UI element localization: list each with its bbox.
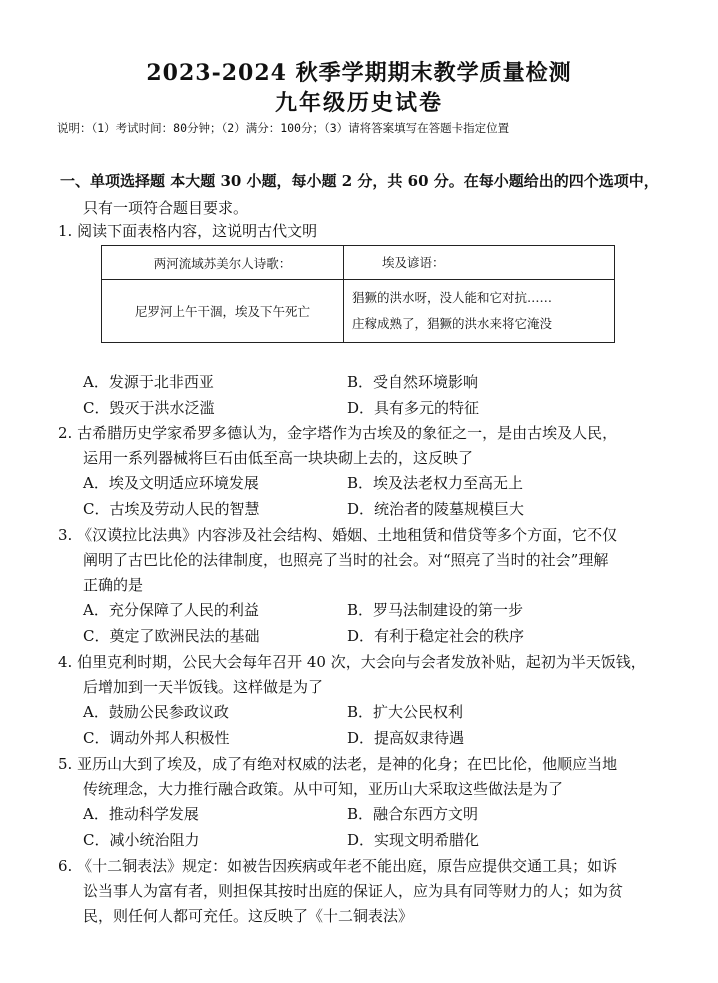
q4-option-a: A．鼓励公民参政议政 xyxy=(83,703,229,721)
question-6-cont1: 讼当事人为富有者，则担保其按时出庭的保证人，应为具有同等财力的人；如为贫 xyxy=(83,882,624,900)
question-6-cont2: 民，则任何人都可充任。这反映了《十二铜表法》 xyxy=(83,907,414,925)
question-4: 4. 伯里克利时期，公民大会每年召开 40 次，大会向与会者发放补贴，起初为半天饭钱， xyxy=(58,653,646,671)
table-header-egypt: 埃及谚语： xyxy=(344,246,615,280)
table-cell-egypt-line2: 庄稼成熟了，猖獗的洪水来将它淹没 xyxy=(352,316,553,331)
question-6: 6. 《十二铜表法》规定：如被告因疾病或年老不能出庭，原告应提供交通工具；如诉 xyxy=(58,857,618,875)
q1-option-a: A．发源于北非西亚 xyxy=(83,373,214,391)
table-cell-egypt xyxy=(344,280,615,343)
q1-option-d: D．具有多元的特征 xyxy=(347,399,480,417)
question-1: 1. 阅读下面表格内容，这说明古代文明 xyxy=(58,222,318,240)
question-4-cont: 后增加到一天半饭钱。这样做是为了 xyxy=(83,678,324,696)
q1-option-c: C．毁灭于洪水泛滥 xyxy=(83,399,215,417)
section-heading: 一、单项选择题 本大题 30 小题，每小题 2 分，共 60 分。在每小题给出的四个选项中， xyxy=(60,172,659,190)
q4-option-d: D．提高奴隶待遇 xyxy=(347,729,465,747)
q2-option-a: A．埃及文明适应环境发展 xyxy=(83,474,259,492)
source-table xyxy=(101,245,615,343)
exam-instructions: 说明：（1）考试时间：80分钟；（2）满分：100分；（3）请将答案填写在答题卡指定位置 xyxy=(57,121,510,135)
q3-option-a: A．充分保障了人民的利益 xyxy=(83,601,259,619)
q5-option-c: C．减小统治阻力 xyxy=(83,831,200,849)
question-3: 3. 《汉谟拉比法典》内容涉及社会结构、婚姻、土地租赁和借贷等多个方面，它不仅 xyxy=(58,526,618,544)
q2-option-b: B．埃及法老权力至高无上 xyxy=(347,474,524,492)
question-5-cont: 传统理念，大力推行融合政策。从中可知，亚历山大采取这些做法是为了 xyxy=(83,780,564,798)
q5-option-b: B．融合东西方文明 xyxy=(347,805,479,823)
q5-option-a: A．推动科学发展 xyxy=(83,805,199,823)
q4-option-c: C．调动外邦人积极性 xyxy=(83,729,230,747)
q3-option-c: C．奠定了欧洲民法的基础 xyxy=(83,627,260,645)
q3-option-d: D．有利于稳定社会的秩序 xyxy=(347,627,525,645)
question-5: 5. 亚历山大到了埃及，成了有绝对权威的法老，是神的化身；在巴比伦，他顺应当地 xyxy=(58,755,618,773)
q2-option-d: D．统治者的陵墓规模巨大 xyxy=(347,500,525,518)
question-3-cont1: 阐明了古巴比伦的法律制度，也照亮了当时的社会。对“照亮了当时的社会”理解 xyxy=(83,551,609,569)
q2-option-c: C．古埃及劳动人民的智慧 xyxy=(83,500,260,518)
q5-option-d: D．实现文明希腊化 xyxy=(347,831,480,849)
table-cell-sumerian: 尼罗河上午干涸，埃及下午死亡 xyxy=(102,280,344,343)
table-cell-egypt-line1: 猖獗的洪水呀，没人能和它对抗…… xyxy=(352,290,553,305)
q1-option-b: B．受自然环境影响 xyxy=(347,373,479,391)
question-3-cont2: 正确的是 xyxy=(83,576,144,594)
question-2: 2. 古希腊历史学家希罗多德认为，金字塔作为古埃及的象征之一，是由古埃及人民， xyxy=(58,424,618,442)
q4-option-b: B．扩大公民权利 xyxy=(347,703,464,721)
exam-title: 2023-2024 秋季学期期末教学质量检测 xyxy=(146,60,572,86)
table-header-sumerian: 两河流域苏美尔人诗歌： xyxy=(102,246,344,280)
section-heading-cont: 只有一项符合题目要求。 xyxy=(83,199,249,217)
exam-subtitle: 九年级历史试卷 xyxy=(274,90,443,116)
question-2-cont: 运用一系列器械将巨石由低至高一块块砌上去的，这反映了 xyxy=(83,449,474,467)
q3-option-b: B．罗马法制建设的第一步 xyxy=(347,601,524,619)
